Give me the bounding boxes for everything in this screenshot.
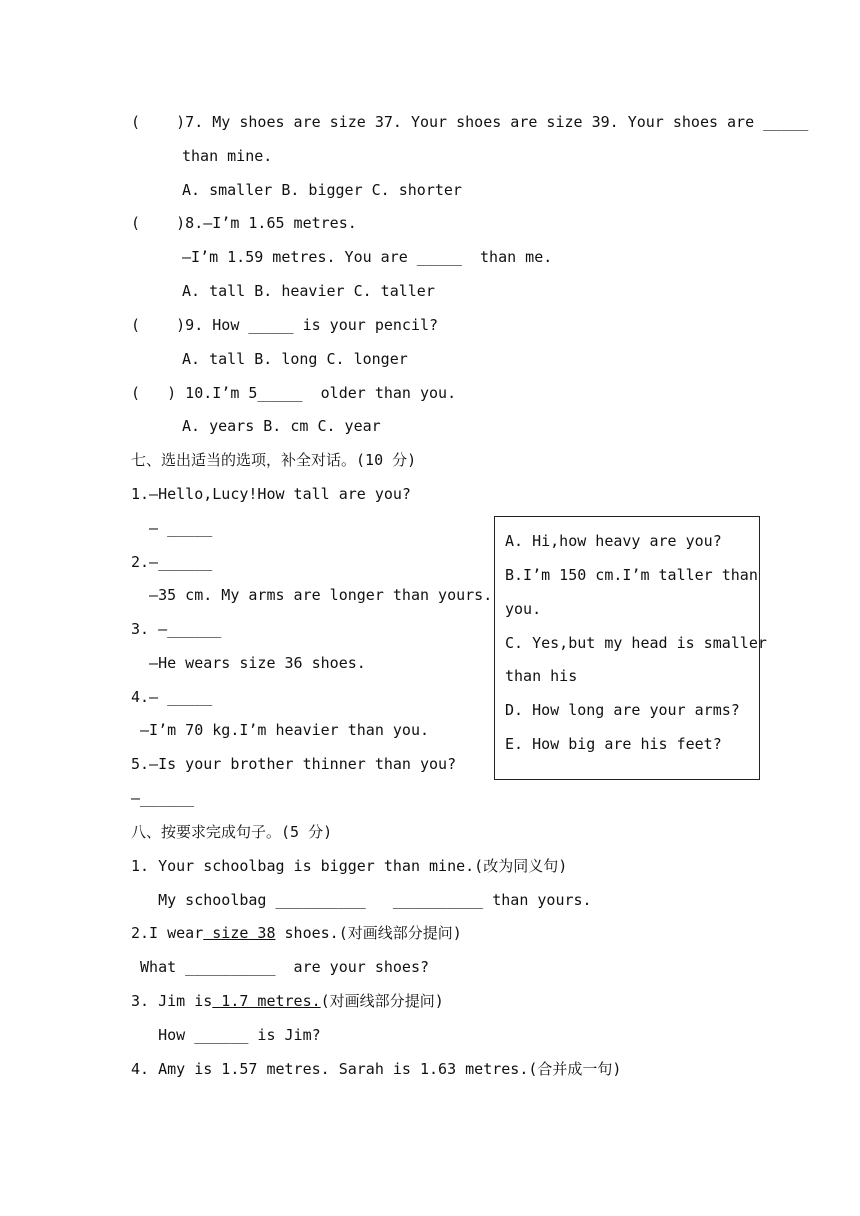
- s8-q2-answer: What __________ are your shoes?: [131, 958, 430, 976]
- q9-options: A. tall B. long C. longer: [182, 350, 408, 368]
- dialog-line: 4.— _____: [131, 688, 213, 706]
- option-line: E. How big are his feet?: [505, 735, 722, 753]
- q9-stem: ( )9. How _____ is your pencil?: [131, 316, 439, 334]
- underlined-phrase: size 38: [203, 924, 276, 942]
- q8-stem: ( )8.—I’m 1.65 metres.: [131, 214, 357, 232]
- option-line: D. How long are your arms?: [505, 701, 740, 719]
- option-line: than his: [505, 667, 578, 685]
- options-box: [494, 516, 767, 780]
- s8-q1-answer: My schoolbag __________ __________ than yours.: [131, 891, 592, 909]
- dialog-line: —35 cm. My arms are longer than yours.: [131, 586, 493, 604]
- option-line: A. Hi,how heavy are you?: [505, 532, 722, 550]
- dialog-line: 2.—______: [131, 553, 213, 571]
- s8-q1-text: 1. Your schoolbag is bigger than mine.(改为同义句): [131, 857, 568, 875]
- s8-q3-text: 3. Jim is 1.7 metres.(对画线部分提问): [131, 992, 444, 1010]
- option-line: you.: [505, 600, 542, 618]
- option-line: B.I’m 150 cm.I’m taller than: [505, 566, 758, 584]
- dialog-line: —I’m 70 kg.I’m heavier than you.: [131, 721, 430, 739]
- s8-q4-text: 4. Amy is 1.57 metres. Sarah is 1.63 metres.(合并成一句): [131, 1060, 622, 1078]
- dialog-line: 1.—Hello,Lucy!How tall are you?: [131, 485, 411, 503]
- section7-title: 七、选出适当的选项，补全对话。(10 分): [131, 451, 417, 469]
- q7-continuation: than mine.: [182, 147, 273, 165]
- dialog-line: — _____: [131, 519, 213, 537]
- dialog-line: —______: [131, 789, 195, 807]
- q10-stem: ( ) 10.I’m 5_____ older than you.: [131, 384, 457, 402]
- q8-options: A. tall B. heavier C. taller: [182, 282, 435, 300]
- option-line: C. Yes,but my head is smaller: [505, 634, 767, 652]
- s8-q2-text: 2.I wear size 38 shoes.(对画线部分提问): [131, 924, 462, 942]
- dialog-line: 3. —______: [131, 620, 222, 638]
- q7-options: A. smaller B. bigger C. shorter: [182, 181, 462, 199]
- dialog-line: 5.—Is your brother thinner than you?: [131, 755, 457, 773]
- underlined-phrase: 1.7 metres.: [212, 992, 321, 1010]
- q7-stem: ( )7. My shoes are size 37. Your shoes are size 39. Your shoes are _____: [131, 113, 809, 131]
- dialog-line: —He wears size 36 shoes.: [131, 654, 366, 672]
- section8-title: 八、按要求完成句子。(5 分): [131, 823, 333, 841]
- q8-continuation: —I’m 1.59 metres. You are _____ than me.: [182, 248, 553, 266]
- q10-options: A. years B. cm C. year: [182, 417, 381, 435]
- s8-q3-answer: How ______ is Jim?: [131, 1026, 321, 1044]
